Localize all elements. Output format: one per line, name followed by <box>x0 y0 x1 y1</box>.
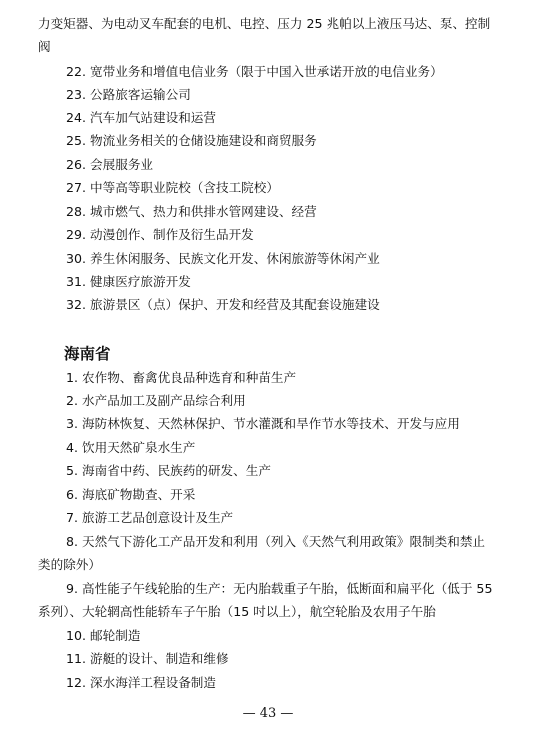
list-item: 11. 游艇的设计、制造和维修 <box>66 651 229 666</box>
list-item: 10. 邮轮制造 <box>66 628 141 643</box>
list-item: 12. 深水海洋工程设备制造 <box>66 675 216 690</box>
list-item-8-line1: 8. 天然气下游化工产品开发和利用（列入《天然气利用政策》限制类和禁止 <box>66 534 486 549</box>
list-item: 1. 农作物、畜禽优良品种选育和种苗生产 <box>66 370 297 385</box>
list-item: 29. 动漫创作、制作及衍生品开发 <box>66 227 254 242</box>
list-item: 23. 公路旅客运输公司 <box>66 87 191 102</box>
list-item: 28. 城市燃气、热力和供排水管网建设、经营 <box>66 204 317 219</box>
list-item: 3. 海防林恢复、天然林保护、节水灌溉和旱作节水等技术、开发与应用 <box>66 416 460 431</box>
section-heading: 海南省 <box>64 344 111 363</box>
list-item: 6. 海底矿物勘查、开采 <box>66 487 196 502</box>
list-item: 24. 汽车加气站建设和运营 <box>66 110 216 125</box>
list-item: 2. 水产品加工及副产品综合利用 <box>66 393 246 408</box>
list-item: 4. 饮用天然矿泉水生产 <box>66 440 196 455</box>
list-item: 25. 物流业务相关的仓储设施建设和商贸服务 <box>66 133 317 148</box>
list-item-9-line1: 9. 高性能子午线轮胎的生产：无内胎载重子午胎，低断面和扁平化（低于 55 <box>66 581 493 596</box>
list-item-8-line2: 类的除外） <box>38 557 101 572</box>
continued-paragraph-line1: 力变矩器、为电动叉车配套的电机、电控、压力 25 兆帕以上液压马达、泵、控制 <box>38 16 491 31</box>
page-number: — 43 — <box>242 706 294 721</box>
list-item: 27. 中等高等职业院校（含技工院校） <box>66 180 279 195</box>
list-item: 30. 养生休闲服务、民族文化开发、休闲旅游等休闲产业 <box>66 251 380 266</box>
list-item: 5. 海南省中药、民族药的研发、生产 <box>66 463 271 478</box>
list-item-9-line2: 系列）、大轮辋高性能轿车子午胎（15 吋以上），航空轮胎及农用子午胎 <box>38 604 436 619</box>
continued-paragraph-line2: 阀 <box>38 39 51 54</box>
list-item: 31. 健康医疗旅游开发 <box>66 274 191 289</box>
list-item: 22. 宽带业务和增值电信业务（限于中国入世承诺开放的电信业务） <box>66 64 443 79</box>
list-item: 32. 旅游景区（点）保护、开发和经营及其配套设施建设 <box>66 297 380 312</box>
list-item: 26. 会展服务业 <box>66 157 154 172</box>
list-item: 7. 旅游工艺品创意设计及生产 <box>66 510 234 525</box>
